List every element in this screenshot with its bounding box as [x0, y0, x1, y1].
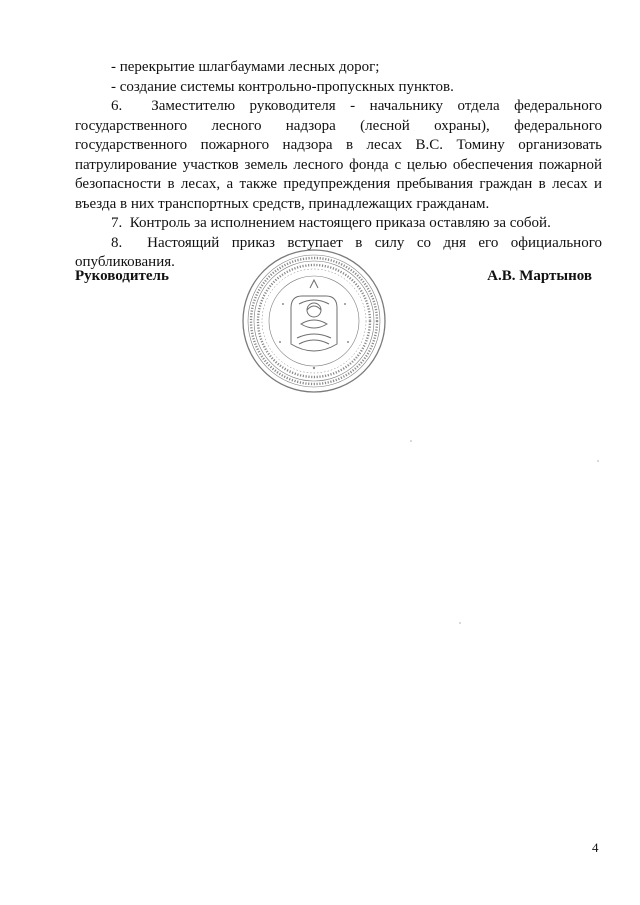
signature-name: А.В. Мартынов [487, 268, 592, 284]
scan-speck [410, 440, 412, 442]
list-item: - создание системы контрольно-пропускных пунктов. [111, 78, 454, 95]
list-item: - перекрытие шлагбаумами лесных дорог; [111, 59, 380, 75]
paragraph-7: 7. Контроль за исполнением настоящего приказа оставляю за собой. [111, 215, 551, 231]
paragraph-8: 8. Настоящий приказ вступает в силу со дня его официального опубликования. [75, 234, 602, 270]
scan-speck [597, 460, 599, 462]
paragraph-6: 6. Заместителю руководителя - начальнику отдела федерального государственного лесного надзора (лесной охраны), федерального государственного пожарного надзора в лесах В.С. Томину организовать патрулирование участков земель лесного фонда с целью обеспечения пожарной безопасности в лесах, а также предупреждения пребывания граждан в лесах и въезда в них транспортных средств, принадлежащих гражданам. [75, 98, 602, 212]
page-number: 4 [592, 840, 599, 855]
signature-title: Руководитель [75, 268, 169, 284]
official-seal [239, 246, 389, 396]
scan-speck [459, 622, 461, 624]
document-body [75, 58, 602, 273]
